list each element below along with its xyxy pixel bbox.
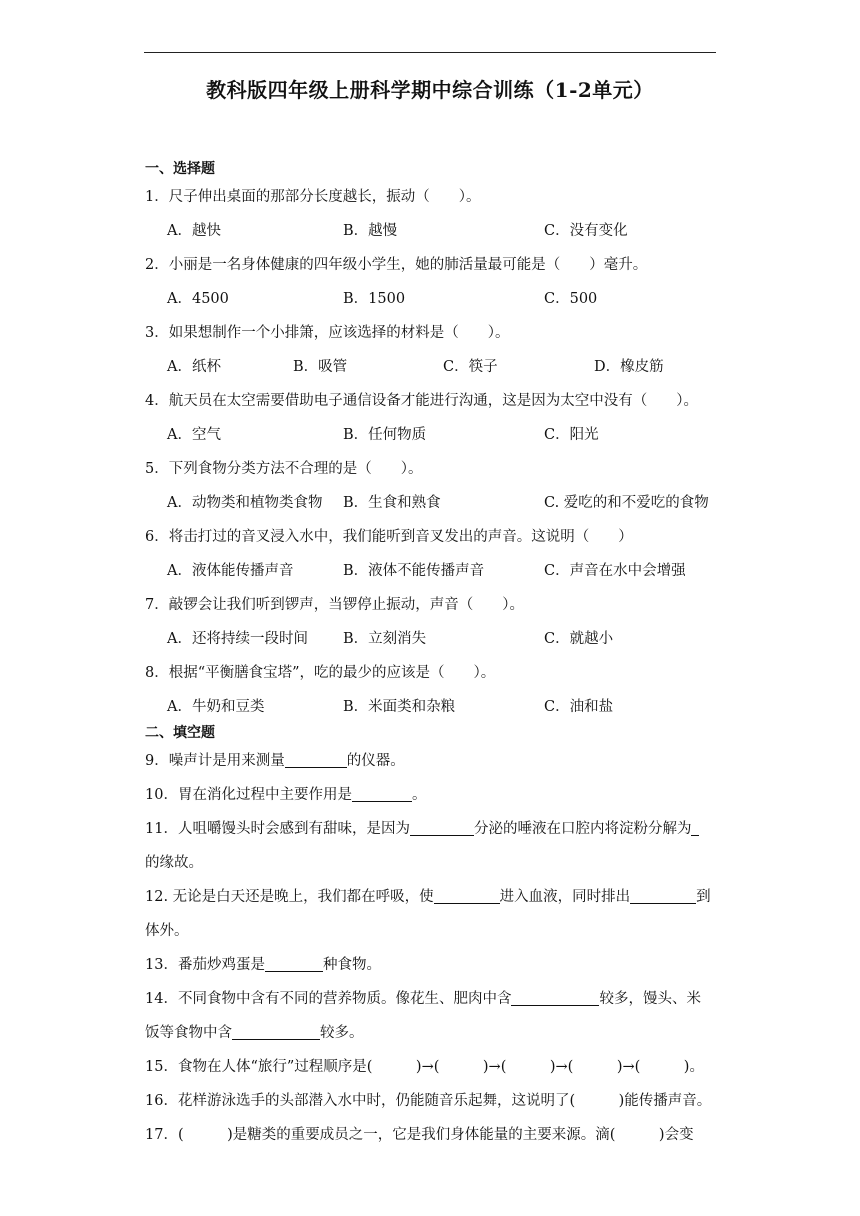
question-3: 3．如果想制作一个小排箫，应该选择的材料是（ ）。 xyxy=(145,325,510,341)
question-7: 7．敲锣会让我们听到锣声，当锣停止振动，声音（ ）。 xyxy=(145,597,524,613)
question-4-options xyxy=(167,423,727,443)
option-c[interactable]: C．500 xyxy=(544,291,598,307)
option-c[interactable]: C．就越小 xyxy=(544,631,614,647)
option-b[interactable]: B．立刻消失 xyxy=(343,631,427,647)
question-6: 6．将击打过的音叉浸入水中，我们能听到音叉发出的声音。这说明（ ） xyxy=(145,529,633,545)
option-b[interactable]: B．米面类和杂粮 xyxy=(343,699,456,715)
option-b[interactable]: B．1500 xyxy=(343,291,406,307)
section-heading-choice: 一、选择题 xyxy=(145,161,215,177)
option-d[interactable]: D．橡皮筋 xyxy=(594,359,664,375)
option-a[interactable]: A．牛奶和豆类 xyxy=(167,699,265,715)
option-c[interactable]: C．筷子 xyxy=(443,359,498,375)
question-10-text-end: 。 xyxy=(411,787,427,803)
question-5-options xyxy=(167,491,727,511)
answer-blank[interactable] xyxy=(691,819,699,836)
answer-blank[interactable] xyxy=(511,989,599,1006)
question-13 xyxy=(145,953,381,974)
option-a[interactable]: A．空气 xyxy=(167,427,221,443)
answer-blank[interactable] xyxy=(265,955,323,972)
option-c[interactable]: C．油和盐 xyxy=(544,699,614,715)
question-11 xyxy=(145,817,699,838)
question-1-options xyxy=(167,219,727,239)
option-b[interactable]: B．吸管 xyxy=(293,359,348,375)
question-5: 5．下列食物分类方法不合理的是（ ）。 xyxy=(145,461,423,477)
question-12-continued: 体外。 xyxy=(145,923,189,939)
answer-blank[interactable] xyxy=(410,819,474,836)
question-12-text-mid: 进入血液，同时排出 xyxy=(499,889,631,905)
question-12-text-end: 到 xyxy=(696,889,711,905)
section-heading-fill: 二、填空题 xyxy=(145,725,215,741)
question-14-text-end: 较多，馒头、米 xyxy=(599,991,701,1007)
option-b[interactable]: B．液体不能传播声音 xyxy=(343,563,485,579)
question-8-options xyxy=(167,695,727,715)
answer-blank[interactable] xyxy=(434,887,500,904)
page-title: 教科版四年级上册科学期中综合训练（1-2单元） xyxy=(206,78,654,102)
option-c[interactable]: C．阳光 xyxy=(544,427,599,443)
option-b[interactable]: B．任何物质 xyxy=(343,427,427,443)
question-14-continued xyxy=(145,1021,364,1042)
answer-blank[interactable] xyxy=(285,751,347,768)
question-14 xyxy=(145,987,701,1008)
question-12-text: 12. 无论是白天还是晚上，我们都在呼吸，使 xyxy=(145,889,434,905)
question-15: 15．食物在人体“旅行”过程顺序是( )→( )→( )→( )→( )。 xyxy=(145,1059,704,1075)
option-a[interactable]: A．越快 xyxy=(167,223,221,239)
option-b[interactable]: B．生食和熟食 xyxy=(343,495,441,511)
question-14-text-line2: 饭等食物中含 xyxy=(145,1025,232,1041)
question-13-text-end: 种食物。 xyxy=(322,957,381,973)
option-a[interactable]: A．还将持续一段时间 xyxy=(167,631,308,647)
question-4: 4．航天员在太空需要借助电子通信设备才能进行沟通，这是因为太空中没有（ ）。 xyxy=(145,393,698,409)
question-17: 17．( )是糖类的重要成员之一，它是我们身体能量的主要来源。滴( )会变 xyxy=(145,1127,694,1143)
question-16: 16．花样游泳选手的头部潜入水中时，仍能随音乐起舞，这说明了( )能传播声音。 xyxy=(145,1093,712,1109)
option-a[interactable]: A．纸杯 xyxy=(167,359,221,375)
question-9-text-end: 的仪器。 xyxy=(346,753,405,769)
question-10-text: 10．胃在消化过程中主要作用是 xyxy=(145,787,352,803)
question-13-text: 13．番茄炒鸡蛋是 xyxy=(145,957,265,973)
option-a[interactable]: A．动物类和植物类食物 xyxy=(167,495,323,511)
question-8: 8．根据“平衡膳食宝塔”，吃的最少的应该是（ ）。 xyxy=(145,665,496,681)
question-9-text: 9．噪声计是用来测量 xyxy=(145,753,285,769)
option-c[interactable]: C．声音在水中会增强 xyxy=(544,563,686,579)
answer-blank[interactable] xyxy=(630,887,696,904)
question-11-text-mid: 分泌的唾液在口腔内将淀粉分解为 xyxy=(473,821,692,837)
option-c[interactable]: C. 爱吃的和不爱吃的食物 xyxy=(544,495,709,511)
question-3-options xyxy=(167,355,727,375)
question-10 xyxy=(145,783,426,804)
option-a[interactable]: A．4500 xyxy=(167,291,229,307)
question-11-text: 11．人咀嚼馒头时会感到有甜味，是因为 xyxy=(145,821,410,837)
option-c[interactable]: C．没有变化 xyxy=(544,223,628,239)
question-7-options xyxy=(167,627,727,647)
option-a[interactable]: A．液体能传播声音 xyxy=(167,563,294,579)
header-rule xyxy=(144,52,716,53)
question-6-options xyxy=(167,559,727,579)
question-1: 1．尺子伸出桌面的那部分长度越长，振动（ ）。 xyxy=(145,189,481,205)
question-2-options xyxy=(167,287,727,307)
answer-blank[interactable] xyxy=(352,785,412,802)
answer-blank[interactable] xyxy=(232,1023,320,1040)
question-14-text-line2-end: 较多。 xyxy=(320,1025,364,1041)
question-9 xyxy=(145,749,405,770)
option-b[interactable]: B．越慢 xyxy=(343,223,398,239)
question-11-continued: 的缘故。 xyxy=(145,855,203,871)
question-14-text: 14．不同食物中含有不同的营养物质。像花生、肥肉中含 xyxy=(145,991,512,1007)
question-2: 2．小丽是一名身体健康的四年级小学生，她的肺活量最可能是（ ）毫升。 xyxy=(145,257,648,273)
question-12 xyxy=(145,885,711,906)
